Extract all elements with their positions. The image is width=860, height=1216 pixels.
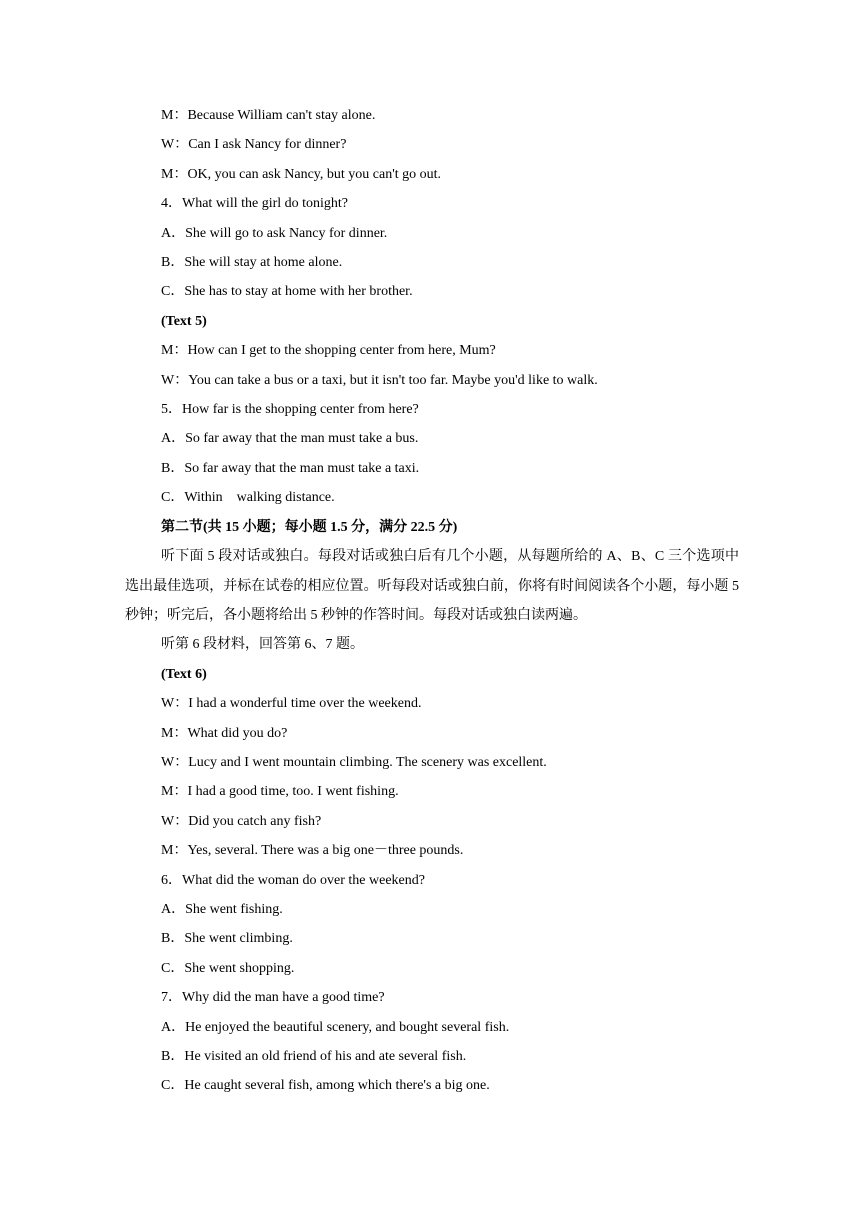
question-4-option-c: C．She has to stay at home with her brother. bbox=[161, 284, 413, 300]
question-7: 7．Why did the man have a good time? bbox=[161, 990, 385, 1006]
question-4-option-b: B．She will stay at home alone. bbox=[161, 255, 343, 271]
section-2-instructions: 听下面 5 段对话或独白。每段对话或独白后有几个小题，从每题所给的 A、B、C 三个选项中选出最佳选项，并标在试卷的相应位置。听每段对话或独白前，你将有时间阅读各个小题，每小题 5 秒钟；听完后，各小题将给出 5 秒钟的作答时间。每段对话或独白读两遍。 bbox=[125, 549, 739, 623]
dialogue-line: W：Did you catch any fish? bbox=[161, 813, 322, 829]
question-6: 6．What did the woman do over the weekend? bbox=[161, 872, 425, 888]
dialogue-line: W：Can I ask Nancy for dinner? bbox=[161, 137, 347, 153]
text-6-heading: (Text 6) bbox=[161, 666, 207, 682]
question-6-option-b: B．She went climbing. bbox=[161, 931, 293, 947]
question-5-option-a: A．So far away that the man must take a bus. bbox=[161, 431, 419, 447]
question-7-option-a: A．He enjoyed the beautiful scenery, and bought several fish. bbox=[161, 1019, 510, 1035]
question-5: 5．How far is the shopping center from here? bbox=[161, 402, 419, 418]
dialogue-line: W：Lucy and I went mountain climbing. The scenery was excellent. bbox=[161, 754, 547, 770]
question-7-option-c: C．He caught several fish, among which there's a big one. bbox=[161, 1078, 490, 1094]
section-2-heading: 第二节(共 15 小题；每小题 1.5 分，满分 22.5 分) bbox=[161, 519, 458, 535]
dialogue-line: M：I had a good time, too. I went fishing. bbox=[161, 784, 399, 800]
question-4: 4．What will the girl do tonight? bbox=[161, 196, 349, 212]
question-7-option-b: B．He visited an old friend of his and ate several fish. bbox=[161, 1049, 467, 1064]
dialogue-line: M：How can I get to the shopping center from here, Mum? bbox=[161, 343, 496, 359]
dialogue-line: W：You can take a bus or a taxi, but it isn't too far. Maybe you'd like to walk. bbox=[161, 372, 598, 388]
dialogue-line: M：Yes, several. There was a big one－three pounds. bbox=[161, 843, 464, 859]
dialogue-line: M：What did you do? bbox=[161, 725, 288, 741]
question-6-option-c: C．She went shopping. bbox=[161, 960, 295, 976]
dialogue-line: W：I had a wonderful time over the weekend. bbox=[161, 696, 422, 712]
dialogue-line: M：Because William can't stay alone. bbox=[161, 108, 376, 123]
page-content bbox=[125, 101, 741, 1101]
question-4-option-a: A．She will go to ask Nancy for dinner. bbox=[161, 225, 388, 241]
question-6-option-a: A．She went fishing. bbox=[161, 901, 283, 917]
text-5-heading: (Text 5) bbox=[161, 313, 207, 329]
question-5-option-c: C．Within walking distance. bbox=[161, 490, 335, 506]
listen-instruction: 听第 6 段材料，回答第 6、7 题。 bbox=[161, 637, 364, 653]
question-5-option-b: B．So far away that the man must take a taxi. bbox=[161, 460, 420, 476]
dialogue-line: M：OK, you can ask Nancy, but you can't go out. bbox=[161, 166, 442, 182]
